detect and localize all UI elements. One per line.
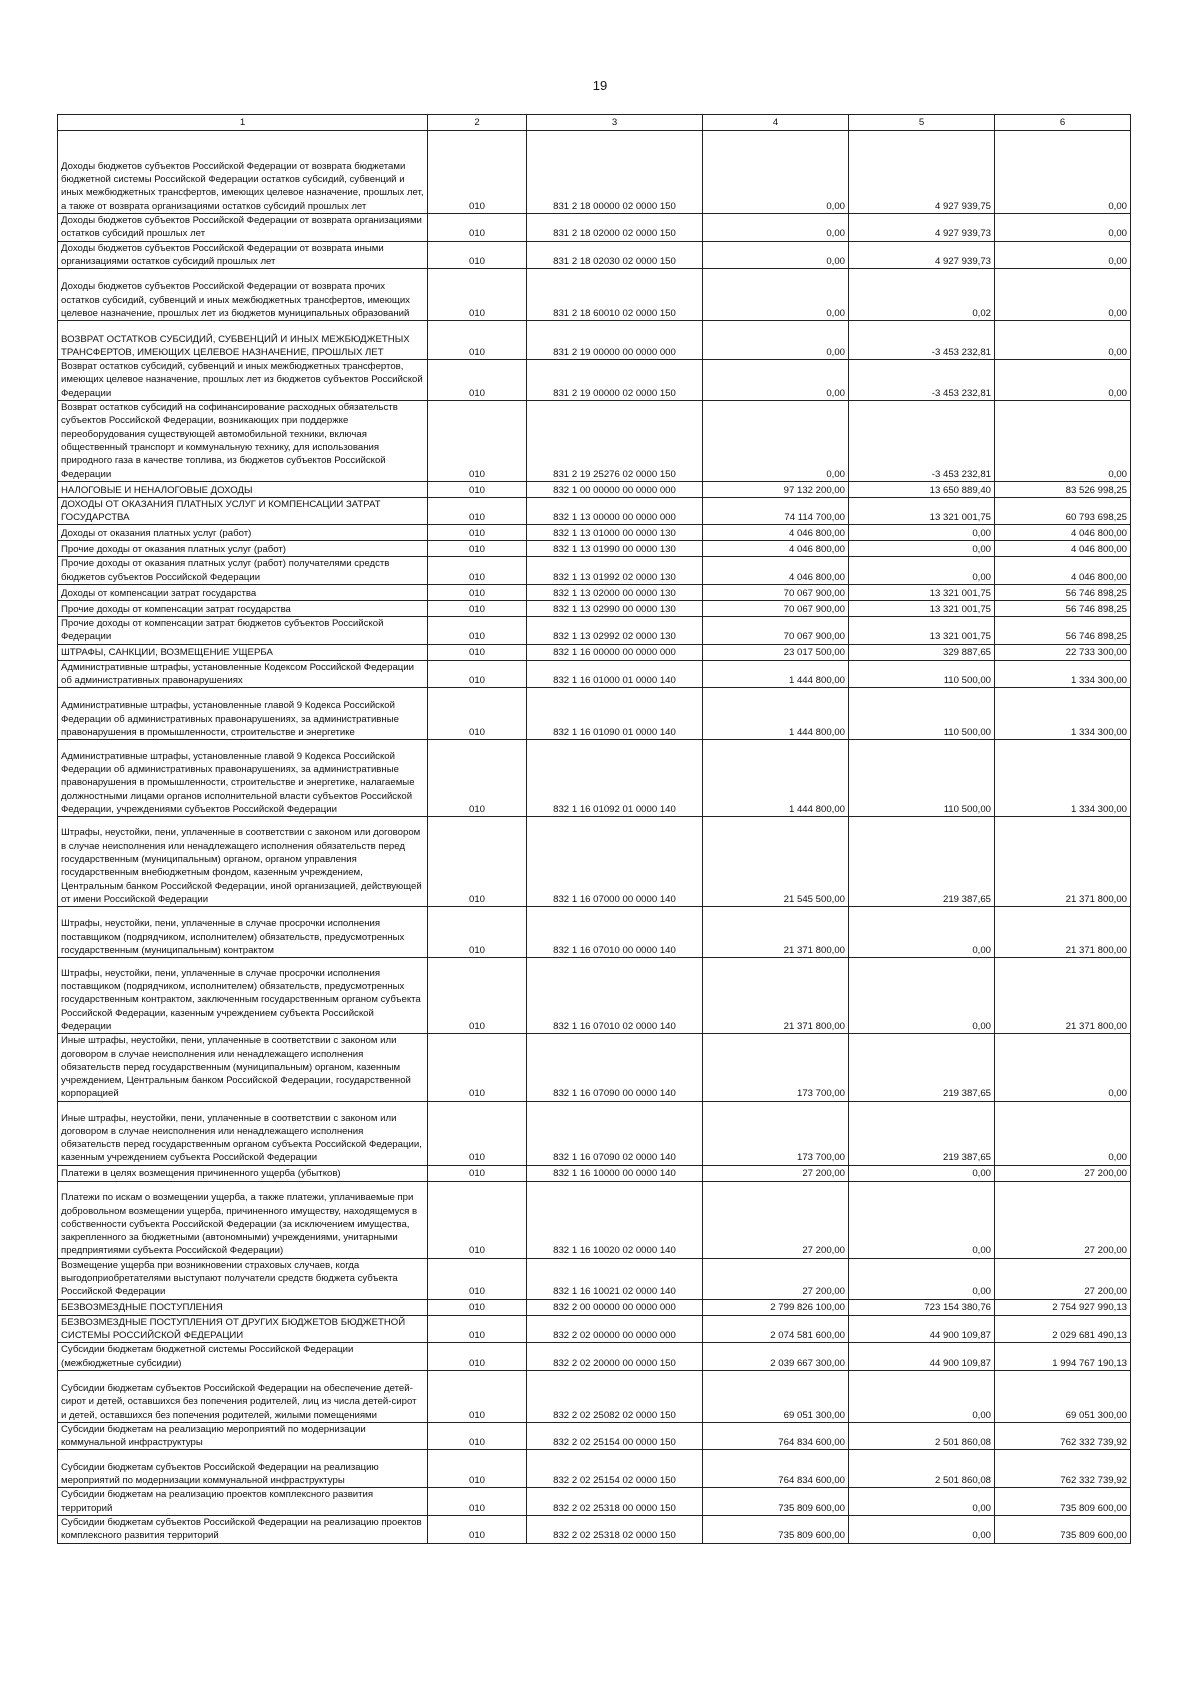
row-remain-cell: 4 046 800,00	[995, 541, 1131, 557]
row-kbk-cell: 832 2 02 25154 00 0000 150	[527, 1422, 703, 1450]
row-code-cell: 010	[428, 1315, 527, 1343]
row-remain-cell: 4 046 800,00	[995, 525, 1131, 541]
row-code-cell: 010	[428, 1165, 527, 1181]
row-name-cell: ШТРАФЫ, САНКЦИИ, ВОЗМЕЩЕНИЕ УЩЕРБА	[58, 644, 428, 660]
table-row	[58, 1450, 1131, 1488]
row-code-cell: 010	[428, 585, 527, 601]
row-kbk-cell: 832 1 16 07010 02 0000 140	[527, 958, 703, 1034]
table-row	[58, 1343, 1131, 1371]
row-kbk-cell: 832 2 02 00000 00 0000 000	[527, 1315, 703, 1343]
row-remain-cell: 4 046 800,00	[995, 557, 1131, 585]
row-name-cell: Административные штрафы, установленные главой 9 Кодекса Российской Федерации об административных правонарушениях, за административные правонарушения в промышленности, строительстве и энергетике	[58, 688, 428, 740]
table-row	[58, 497, 1131, 525]
row-plan-cell: 0,00	[703, 241, 849, 269]
row-remain-cell: 27 200,00	[995, 1181, 1131, 1258]
row-exec-cell: 219 387,65	[849, 1101, 995, 1165]
row-exec-cell: 0,00	[849, 1488, 995, 1516]
row-exec-cell: 44 900 109,87	[849, 1343, 995, 1371]
row-remain-cell: 762 332 739,92	[995, 1422, 1131, 1450]
row-code-cell: 010	[428, 269, 527, 321]
row-exec-cell: 0,00	[849, 1258, 995, 1299]
row-plan-cell: 21 545 500,00	[703, 817, 849, 907]
table-row	[58, 1515, 1131, 1543]
row-name-cell: Возврат остатков субсидий, субвенций и иных межбюджетных трансфертов, имеющих целевое назначение, прошлых лет из бюджетов субъектов Российской Федерации	[58, 360, 428, 401]
table-row	[58, 360, 1131, 401]
row-exec-cell: 219 387,65	[849, 1034, 995, 1101]
row-plan-cell: 0,00	[703, 131, 849, 214]
row-code-cell: 010	[428, 557, 527, 585]
row-kbk-cell: 832 1 13 02990 00 0000 130	[527, 601, 703, 617]
row-code-cell: 010	[428, 907, 527, 958]
row-code-cell: 010	[428, 541, 527, 557]
row-plan-cell: 70 067 900,00	[703, 585, 849, 601]
row-kbk-cell: 831 2 18 60010 02 0000 150	[527, 269, 703, 321]
row-name-cell: Штрафы, неустойки, пени, уплаченные в случае просрочки исполнения поставщиком (подрядчиком, исполнителем) обязательств, предусмотренных государственным контрактом, заключенным государственным органом субъекта Российской Федерации, казенным учреждением субъекта Российской Федерации	[58, 958, 428, 1034]
row-exec-cell: 0,00	[849, 1515, 995, 1543]
row-kbk-cell: 832 1 16 01092 01 0000 140	[527, 740, 703, 817]
row-exec-cell: 0,00	[849, 1181, 995, 1258]
row-code-cell: 010	[428, 1299, 527, 1315]
row-remain-cell: 1 334 300,00	[995, 740, 1131, 817]
column-header: 3	[527, 115, 703, 131]
table-row	[58, 1258, 1131, 1299]
table-row	[58, 617, 1131, 645]
row-code-cell: 010	[428, 740, 527, 817]
row-remain-cell: 56 746 898,25	[995, 617, 1131, 645]
row-code-cell: 010	[428, 1515, 527, 1543]
report-table	[57, 114, 1131, 1544]
row-plan-cell: 27 200,00	[703, 1165, 849, 1181]
table-row	[58, 481, 1131, 497]
row-kbk-cell: 832 2 02 25318 02 0000 150	[527, 1515, 703, 1543]
table-row	[58, 1422, 1131, 1450]
row-plan-cell: 2 799 826 100,00	[703, 1299, 849, 1315]
row-plan-cell: 4 046 800,00	[703, 557, 849, 585]
row-plan-cell: 21 371 800,00	[703, 907, 849, 958]
row-plan-cell: 27 200,00	[703, 1258, 849, 1299]
row-plan-cell: 2 039 667 300,00	[703, 1343, 849, 1371]
row-exec-cell: 13 321 001,75	[849, 617, 995, 645]
row-kbk-cell: 831 2 19 25276 02 0000 150	[527, 401, 703, 482]
row-exec-cell: 13 321 001,75	[849, 585, 995, 601]
row-plan-cell: 0,00	[703, 321, 849, 360]
column-header: 5	[849, 115, 995, 131]
row-name-cell: БЕЗВОЗМЕЗДНЫЕ ПОСТУПЛЕНИЯ	[58, 1299, 428, 1315]
row-code-cell: 010	[428, 1450, 527, 1488]
row-plan-cell: 23 017 500,00	[703, 644, 849, 660]
row-plan-cell: 69 051 300,00	[703, 1370, 849, 1422]
row-plan-cell: 27 200,00	[703, 1181, 849, 1258]
row-name-cell: Административные штрафы, установленные Кодексом Российской Федерации об административных правонарушениях	[58, 660, 428, 688]
row-exec-cell: 0,00	[849, 907, 995, 958]
table-row	[58, 585, 1131, 601]
row-plan-cell: 4 046 800,00	[703, 541, 849, 557]
header-row	[58, 115, 1131, 131]
table-body	[58, 131, 1131, 1544]
row-kbk-cell: 832 1 16 10000 00 0000 140	[527, 1165, 703, 1181]
row-remain-cell: 0,00	[995, 131, 1131, 214]
row-exec-cell: 0,00	[849, 958, 995, 1034]
row-code-cell: 010	[428, 1370, 527, 1422]
row-remain-cell: 69 051 300,00	[995, 1370, 1131, 1422]
row-exec-cell: 2 501 860,08	[849, 1450, 995, 1488]
row-name-cell: Доходы бюджетов субъектов Российской Федерации от возврата бюджетами бюджетной системы Российской Федерации остатков субсидий, субвенций и иных межбюджетных трансфертов, имеющих целевое назначение, прошлых лет, а также от возврата организациями остатков субсидий прошлых лет	[58, 131, 428, 214]
row-name-cell: Субсидии бюджетам на реализацию проектов комплексного развития территорий	[58, 1488, 428, 1516]
row-remain-cell: 27 200,00	[995, 1258, 1131, 1299]
row-remain-cell: 60 793 698,25	[995, 497, 1131, 525]
row-kbk-cell: 831 2 18 02030 02 0000 150	[527, 241, 703, 269]
column-header: 4	[703, 115, 849, 131]
row-remain-cell: 22 733 300,00	[995, 644, 1131, 660]
row-code-cell: 010	[428, 1034, 527, 1101]
table-row	[58, 740, 1131, 817]
row-code-cell: 010	[428, 601, 527, 617]
row-name-cell: Административные штрафы, установленные главой 9 Кодекса Российской Федерации об административных правонарушениях, за административные правонарушения в промышленности, строительстве и энергетике, налагаемые должностными лицами органов исполнительной власти субъектов Российской Федерации, учреждениями субъектов Российской Федерации	[58, 740, 428, 817]
table-row	[58, 1299, 1131, 1315]
row-kbk-cell: 832 1 16 01090 01 0000 140	[527, 688, 703, 740]
row-remain-cell: 83 526 998,25	[995, 481, 1131, 497]
row-plan-cell: 2 074 581 600,00	[703, 1315, 849, 1343]
row-code-cell: 010	[428, 321, 527, 360]
row-name-cell: Платежи в целях возмещения причиненного ущерба (убытков)	[58, 1165, 428, 1181]
row-kbk-cell: 831 2 18 02000 02 0000 150	[527, 214, 703, 242]
row-plan-cell: 173 700,00	[703, 1101, 849, 1165]
row-plan-cell: 21 371 800,00	[703, 958, 849, 1034]
row-exec-cell: -3 453 232,81	[849, 401, 995, 482]
row-code-cell: 010	[428, 644, 527, 660]
row-code-cell: 010	[428, 817, 527, 907]
row-code-cell: 010	[428, 360, 527, 401]
row-exec-cell: 13 650 889,40	[849, 481, 995, 497]
row-exec-cell: 219 387,65	[849, 817, 995, 907]
row-exec-cell: 44 900 109,87	[849, 1315, 995, 1343]
row-code-cell: 010	[428, 617, 527, 645]
row-name-cell: Прочие доходы от компенсации затрат государства	[58, 601, 428, 617]
row-code-cell: 010	[428, 1101, 527, 1165]
row-kbk-cell: 832 1 13 01990 00 0000 130	[527, 541, 703, 557]
row-name-cell: Возврат остатков субсидий на софинансирование расходных обязательств субъектов Российской Федерации, возникающих при поддержке переоборудования существующей автомобильной техники, включая общественный транспорт и коммунальную технику, для использования природного газа в качестве топлива, из бюджетов субъектов Российской Федерации	[58, 401, 428, 482]
row-name-cell: Доходы бюджетов субъектов Российской Федерации от возврата прочих остатков субсидий, субвенций и иных межбюджетных трансфертов, имеющих целевое назначение, прошлых лет из бюджетов муниципальных образований	[58, 269, 428, 321]
row-exec-cell: 13 321 001,75	[849, 497, 995, 525]
row-exec-cell: 0,02	[849, 269, 995, 321]
table-row	[58, 958, 1131, 1034]
table-row	[58, 557, 1131, 585]
row-name-cell: Иные штрафы, неустойки, пени, уплаченные в соответствии с законом или договором в случае неисполнения или ненадлежащего исполнения обязательств перед государственным (муниципальным) органом, казенным учреждением, Центральным банком Российской Федерации, государственной корпорацией	[58, 1034, 428, 1101]
table-row	[58, 1034, 1131, 1101]
row-code-cell: 010	[428, 1422, 527, 1450]
table-row	[58, 541, 1131, 557]
row-exec-cell: 110 500,00	[849, 740, 995, 817]
row-remain-cell: 0,00	[995, 1034, 1131, 1101]
table-row	[58, 214, 1131, 242]
row-plan-cell: 0,00	[703, 269, 849, 321]
table-row	[58, 688, 1131, 740]
row-name-cell: НАЛОГОВЫЕ И НЕНАЛОГОВЫЕ ДОХОДЫ	[58, 481, 428, 497]
row-remain-cell: 762 332 739,92	[995, 1450, 1131, 1488]
table-row	[58, 660, 1131, 688]
row-plan-cell: 70 067 900,00	[703, 617, 849, 645]
table-row	[58, 241, 1131, 269]
row-plan-cell: 173 700,00	[703, 1034, 849, 1101]
row-kbk-cell: 832 1 16 00000 00 0000 000	[527, 644, 703, 660]
row-exec-cell: 0,00	[849, 525, 995, 541]
row-exec-cell: 723 154 380,76	[849, 1299, 995, 1315]
row-exec-cell: -3 453 232,81	[849, 360, 995, 401]
table-row	[58, 1101, 1131, 1165]
row-kbk-cell: 832 1 16 01000 01 0000 140	[527, 660, 703, 688]
table-row	[58, 269, 1131, 321]
row-code-cell: 010	[428, 131, 527, 214]
row-name-cell: Доходы бюджетов субъектов Российской Федерации от возврата организациями остатков субсидий прошлых лет	[58, 214, 428, 242]
row-name-cell: Субсидии бюджетам субъектов Российской Федерации на реализацию мероприятий по модернизации коммунальной инфраструктуры	[58, 1450, 428, 1488]
row-kbk-cell: 832 1 13 02000 00 0000 130	[527, 585, 703, 601]
row-code-cell: 010	[428, 1258, 527, 1299]
row-exec-cell: 329 887,65	[849, 644, 995, 660]
row-name-cell: Возмещение ущерба при возникновении страховых случаев, когда выгодоприобретателями выступают получатели средств бюджета субъекта Российской Федерации	[58, 1258, 428, 1299]
row-plan-cell: 1 444 800,00	[703, 740, 849, 817]
row-remain-cell: 2 754 927 990,13	[995, 1299, 1131, 1315]
row-name-cell: Доходы бюджетов субъектов Российской Федерации от возврата иными организациями остатков субсидий прошлых лет	[58, 241, 428, 269]
row-name-cell: ВОЗВРАТ ОСТАТКОВ СУБСИДИЙ, СУБВЕНЦИЙ И ИНЫХ МЕЖБЮДЖЕТНЫХ ТРАНСФЕРТОВ, ИМЕЮЩИХ ЦЕЛЕВОЕ НАЗНАЧЕНИЕ, ПРОШЛЫХ ЛЕТ	[58, 321, 428, 360]
row-name-cell: Субсидии бюджетам бюджетной системы Российской Федерации (межбюджетные субсидии)	[58, 1343, 428, 1371]
row-kbk-cell: 832 1 16 07010 00 0000 140	[527, 907, 703, 958]
table-row	[58, 525, 1131, 541]
row-kbk-cell: 832 1 13 00000 00 0000 000	[527, 497, 703, 525]
row-name-cell: Прочие доходы от оказания платных услуг (работ)	[58, 541, 428, 557]
row-exec-cell: 0,00	[849, 557, 995, 585]
row-exec-cell: 110 500,00	[849, 688, 995, 740]
row-exec-cell: 4 927 939,73	[849, 214, 995, 242]
row-remain-cell: 27 200,00	[995, 1165, 1131, 1181]
row-remain-cell: 735 809 600,00	[995, 1488, 1131, 1516]
row-remain-cell: 56 746 898,25	[995, 601, 1131, 617]
row-exec-cell: 0,00	[849, 541, 995, 557]
row-remain-cell: 0,00	[995, 321, 1131, 360]
row-name-cell: Штрафы, неустойки, пени, уплаченные в случае просрочки исполнения поставщиком (подрядчиком, исполнителем) обязательств, предусмотренных государственным (муниципальным) контрактом	[58, 907, 428, 958]
row-plan-cell: 4 046 800,00	[703, 525, 849, 541]
row-plan-cell: 764 834 600,00	[703, 1422, 849, 1450]
row-name-cell: Иные штрафы, неустойки, пени, уплаченные в соответствии с законом или договором в случае неисполнения или ненадлежащего исполнения обязательств перед государственным органом субъекта Российской Федерации, казенным учреждением субъекта Российской Федерации	[58, 1101, 428, 1165]
row-code-cell: 010	[428, 688, 527, 740]
row-remain-cell: 0,00	[995, 214, 1131, 242]
row-remain-cell: 21 371 800,00	[995, 817, 1131, 907]
row-exec-cell: 13 321 001,75	[849, 601, 995, 617]
row-kbk-cell: 832 1 16 10021 02 0000 140	[527, 1258, 703, 1299]
row-exec-cell: 0,00	[849, 1370, 995, 1422]
row-code-cell: 010	[428, 660, 527, 688]
row-kbk-cell: 831 2 18 00000 02 0000 150	[527, 131, 703, 214]
row-code-cell: 010	[428, 214, 527, 242]
row-remain-cell: 56 746 898,25	[995, 585, 1131, 601]
row-code-cell: 010	[428, 241, 527, 269]
table-row	[58, 644, 1131, 660]
row-remain-cell: 1 994 767 190,13	[995, 1343, 1131, 1371]
table-row	[58, 321, 1131, 360]
row-name-cell: ДОХОДЫ ОТ ОКАЗАНИЯ ПЛАТНЫХ УСЛУГ И КОМПЕНСАЦИИ ЗАТРАТ ГОСУДАРСТВА	[58, 497, 428, 525]
row-exec-cell: -3 453 232,81	[849, 321, 995, 360]
row-name-cell: Штрафы, неустойки, пени, уплаченные в соответствии с законом или договором в случае неисполнения или ненадлежащего исполнения обязательств перед государственным (муниципальным) органом, органом управления государственным внебюджетным фондом, казенным учреждением, Центральным банком Российской Федерации, иной организацией, действующей от имени Российской Федерации	[58, 817, 428, 907]
row-remain-cell: 0,00	[995, 269, 1131, 321]
row-exec-cell: 110 500,00	[849, 660, 995, 688]
row-kbk-cell: 831 2 19 00000 02 0000 150	[527, 360, 703, 401]
row-kbk-cell: 832 1 00 00000 00 0000 000	[527, 481, 703, 497]
row-plan-cell: 0,00	[703, 214, 849, 242]
row-remain-cell: 0,00	[995, 401, 1131, 482]
row-kbk-cell: 832 2 02 20000 00 0000 150	[527, 1343, 703, 1371]
row-name-cell: Субсидии бюджетам субъектов Российской Федерации на обеспечение детей-сирот и детей, оставшихся без попечения родителей, лиц из числа детей-сирот и детей, оставшихся без попечения родителей, жилыми помещениями	[58, 1370, 428, 1422]
row-name-cell: Доходы от компенсации затрат государства	[58, 585, 428, 601]
row-exec-cell: 2 501 860,08	[849, 1422, 995, 1450]
row-plan-cell: 97 132 200,00	[703, 481, 849, 497]
row-kbk-cell: 832 2 02 25154 02 0000 150	[527, 1450, 703, 1488]
row-code-cell: 010	[428, 1343, 527, 1371]
row-code-cell: 010	[428, 401, 527, 482]
column-header: 2	[428, 115, 527, 131]
table-row	[58, 1488, 1131, 1516]
row-kbk-cell: 832 1 16 10020 02 0000 140	[527, 1181, 703, 1258]
row-remain-cell: 2 029 681 490,13	[995, 1315, 1131, 1343]
column-header: 6	[995, 115, 1131, 131]
table-row	[58, 401, 1131, 482]
row-remain-cell: 1 334 300,00	[995, 660, 1131, 688]
row-plan-cell: 0,00	[703, 401, 849, 482]
row-remain-cell: 1 334 300,00	[995, 688, 1131, 740]
row-code-cell: 010	[428, 497, 527, 525]
row-exec-cell: 4 927 939,75	[849, 131, 995, 214]
table-row	[58, 1370, 1131, 1422]
row-plan-cell: 1 444 800,00	[703, 660, 849, 688]
row-name-cell: БЕЗВОЗМЕЗДНЫЕ ПОСТУПЛЕНИЯ ОТ ДРУГИХ БЮДЖЕТОВ БЮДЖЕТНОЙ СИСТЕМЫ РОССИЙСКОЙ ФЕДЕРАЦИИ	[58, 1315, 428, 1343]
row-code-cell: 010	[428, 958, 527, 1034]
row-remain-cell: 0,00	[995, 241, 1131, 269]
row-remain-cell: 0,00	[995, 360, 1131, 401]
row-remain-cell: 21 371 800,00	[995, 907, 1131, 958]
row-plan-cell: 74 114 700,00	[703, 497, 849, 525]
row-remain-cell: 21 371 800,00	[995, 958, 1131, 1034]
row-name-cell: Доходы от оказания платных услуг (работ)	[58, 525, 428, 541]
table-row	[58, 817, 1131, 907]
column-header: 1	[58, 115, 428, 131]
row-kbk-cell: 832 2 02 25318 00 0000 150	[527, 1488, 703, 1516]
row-kbk-cell: 832 1 16 07090 00 0000 140	[527, 1034, 703, 1101]
row-kbk-cell: 832 2 00 00000 00 0000 000	[527, 1299, 703, 1315]
row-plan-cell: 735 809 600,00	[703, 1515, 849, 1543]
table-row	[58, 601, 1131, 617]
row-code-cell: 010	[428, 1181, 527, 1258]
row-kbk-cell: 832 1 16 07090 02 0000 140	[527, 1101, 703, 1165]
row-code-cell: 010	[428, 1488, 527, 1516]
row-code-cell: 010	[428, 525, 527, 541]
row-name-cell: Субсидии бюджетам субъектов Российской Федерации на реализацию проектов комплексного развития территорий	[58, 1515, 428, 1543]
row-kbk-cell: 832 2 02 25082 02 0000 150	[527, 1370, 703, 1422]
row-code-cell: 010	[428, 481, 527, 497]
row-plan-cell: 764 834 600,00	[703, 1450, 849, 1488]
table-row	[58, 907, 1131, 958]
table-row	[58, 131, 1131, 214]
row-exec-cell: 0,00	[849, 1165, 995, 1181]
row-plan-cell: 70 067 900,00	[703, 601, 849, 617]
page-number: 19	[592, 78, 608, 93]
row-kbk-cell: 832 1 13 01992 02 0000 130	[527, 557, 703, 585]
row-kbk-cell: 832 1 16 07000 00 0000 140	[527, 817, 703, 907]
row-name-cell: Прочие доходы от компенсации затрат бюджетов субъектов Российской Федерации	[58, 617, 428, 645]
row-plan-cell: 735 809 600,00	[703, 1488, 849, 1516]
table-row	[58, 1165, 1131, 1181]
table-row	[58, 1315, 1131, 1343]
row-remain-cell: 0,00	[995, 1101, 1131, 1165]
row-remain-cell: 735 809 600,00	[995, 1515, 1131, 1543]
row-plan-cell: 1 444 800,00	[703, 688, 849, 740]
row-kbk-cell: 832 1 13 01000 00 0000 130	[527, 525, 703, 541]
row-name-cell: Платежи по искам о возмещении ущерба, а также платежи, уплачиваемые при добровольном возмещении ущерба, причиненного имуществу, находящемуся в собственности субъекта Российской Федерации (за исключением имущества, закрепленного за бюджетными (автономными) учреждениями, унитарными предприятиями субъекта Российской Федерации)	[58, 1181, 428, 1258]
row-exec-cell: 4 927 939,73	[849, 241, 995, 269]
row-name-cell: Прочие доходы от оказания платных услуг (работ) получателями средств бюджетов субъектов Российской Федерации	[58, 557, 428, 585]
table-row	[58, 1181, 1131, 1258]
row-plan-cell: 0,00	[703, 360, 849, 401]
row-kbk-cell: 831 2 19 00000 00 0000 000	[527, 321, 703, 360]
row-kbk-cell: 832 1 13 02992 02 0000 130	[527, 617, 703, 645]
row-name-cell: Субсидии бюджетам на реализацию мероприятий по модернизации коммунальной инфраструктуры	[58, 1422, 428, 1450]
